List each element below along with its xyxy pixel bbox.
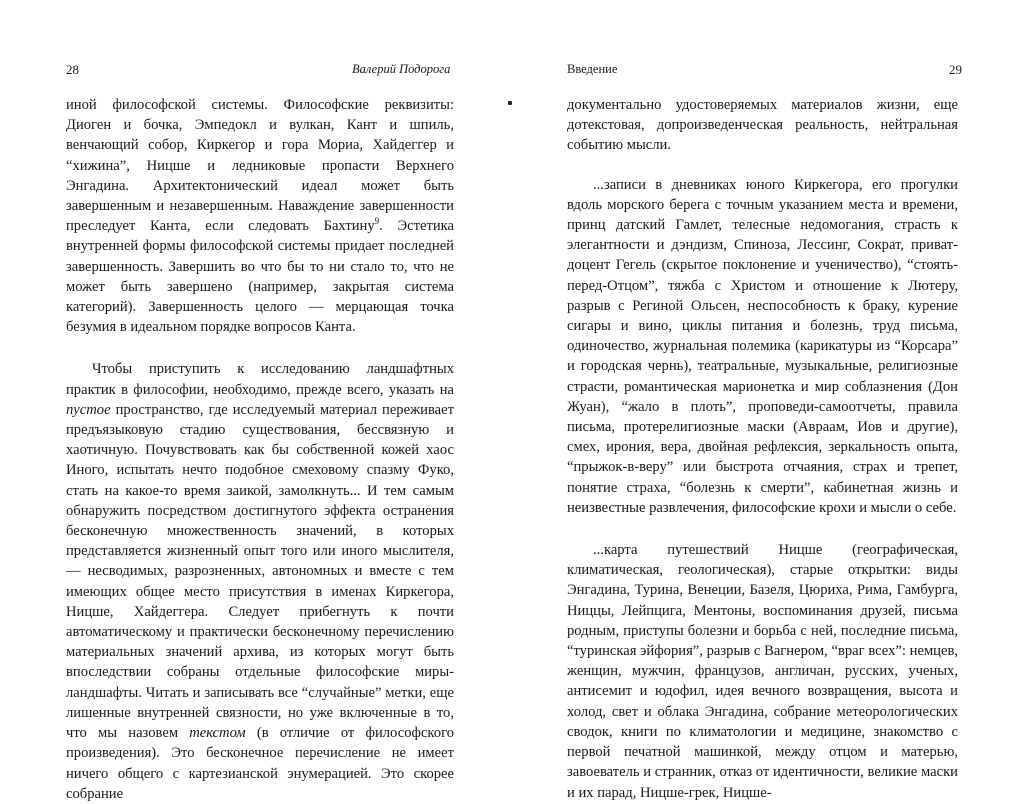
- paragraph-text: Чтобы приступить к исследованию ландшафтных практик в философии, необходимо, прежде всего, указать на: [66, 361, 454, 398]
- paragraph: документально удостоверяемых материалов жизни, еще дотекстовая, допроизведенческая реальность, нейтральная событию мысли.: [567, 97, 958, 154]
- paragraph: [66, 359, 454, 803]
- paragraph-text: иной философской системы. Философские реквизиты: Диоген и бочка, Эмпедокл и вулкан, Кант и шпиль, венчающий собор, Киркегор и гора Мориа, Хайдеггер и “хижина”, Ницше и ледниковые пропасти Верхнего Энгадина. Архитектонический идеал может быть завершенным и незавершенным. Наваждение завершенности преследует Канта, если следовать Бахтину: [66, 97, 454, 235]
- emphasis: пустое: [66, 401, 111, 418]
- paragraph-text: (в отличие от философского произведения). Это бесконечное перечисление не имеет ничего общего с картезианской энумерацией. Это скорее собрание: [66, 725, 454, 802]
- left-page: [0, 0, 509, 800]
- page-number: 28: [66, 62, 79, 77]
- right-body: [567, 95, 958, 803]
- paragraph-text: . Эстетика внутренней формы философской системы придает последней завершенность. Завершить во что бы то ни стало то, что не может быть завершено (например, закрытая система категорий). Завершенность целого — мерцающая точка безумия в идеальном порядке вопросов Канта.: [66, 218, 454, 336]
- paragraph: ...записи в дневниках юного Киркегора, его прогулки вдоль морского берега с точным указанием места и времени, принц датский Гамлет, телесные недомогания, страсть к элегантности и дэндизм, Спиноза, Лессинг, Сократ, приват-доцент Гегель (скрытое поклонение и ученичество), “стоять-перед-Отцом”, тяжба с Христом и отношение к Лютеру, разрыв с Региной Ольсен, неспособность к браку, курение сигары и вино, циклы питания и болезнь, труд письма, одиночество, журнальная полемика (карикатуры из “Корсара” и городская чернь), театральные, музыкальные, религиозные страсти, романтическая марионетка и мир соблазнения (Дон Жуан), “жало в плоть”, проповеди-самоотчеты, правила письма, протерелигиозные маски (Авраам, Иов и другие), смех, ирония, вера, двойная рефлексия, зеркальность опыта, “прыжок-в-веру” или быстрота отчаяния, страх и трепет, понятие страха, “болезнь к смерти”, кабинетная жизнь и неизвестные развлечения, философские крохи и мысли о себе.: [567, 176, 958, 516]
- print-speck: [508, 101, 512, 105]
- left-body: [66, 95, 454, 804]
- paragraph: ...карта путешествий Ницше (географическая, климатическая, геологическая), старые открытки: виды Энгадина, Турина, Венеции, Базеля, Цюриха, Рима, Гамбурга, Ниццы, Лейпцига, Ментоны, воспоминания друзей, письма родным, приступы болезни и борьба с ней, последние письма, “туринская эйфория”, разрыв с Вагнером, “враг всех”: немцев, женщин, мужчин, французов, англичан, русских, ученых, антисемит и юдофил, идея вечного возвращения, высота и холод, свет и облака Энгадина, собрание метеорологических сводок, книги по климатологии и медицине, знакомство с первой печатной машинкой, между отцом и матерью, завоеватель и странник, отказ от идентичности, великие маски и их парад, Ницше-грек, Ницше-: [567, 542, 958, 801]
- running-head: Введение: [567, 62, 618, 76]
- paragraph: [66, 95, 454, 337]
- right-page: [509, 0, 1018, 800]
- page-number: 29: [949, 62, 962, 77]
- emphasis: текстом: [189, 725, 246, 742]
- running-head: Валерий Подорога: [352, 62, 451, 76]
- footnote-mark: 9: [374, 216, 380, 227]
- paragraph-text: пространство, где исследуемый материал переживает предъязыковую стадию существования, бессвязную и хаотичную. Почувствовать как бы собственной кожей хаос Иного, испытать нечто подобное смеховому спазму Фуко, стать на какое-то время заикой, замолкнуть... И тем самым обнаружить посредством достигнутого эффекта остранения бесконечную множественность значений, в которых представляется жизненный опыт того или иного мыслителя, — несводимых, разрозненных, автономных и вместе с тем имеющих общее место присутствия в именах Киркегора, Ницше, Хайдеггера. Следует прибегнуть к почти автоматическому и практически бесконечному перечислению материальных значений архива, из которых могут быть впоследствии собраны отдельные философские миры-ландшафты. Читать и записывать все “случайные” метки, еще лишенные внутренней связности, но уже включенные в то, что мы назовем: [66, 401, 454, 742]
